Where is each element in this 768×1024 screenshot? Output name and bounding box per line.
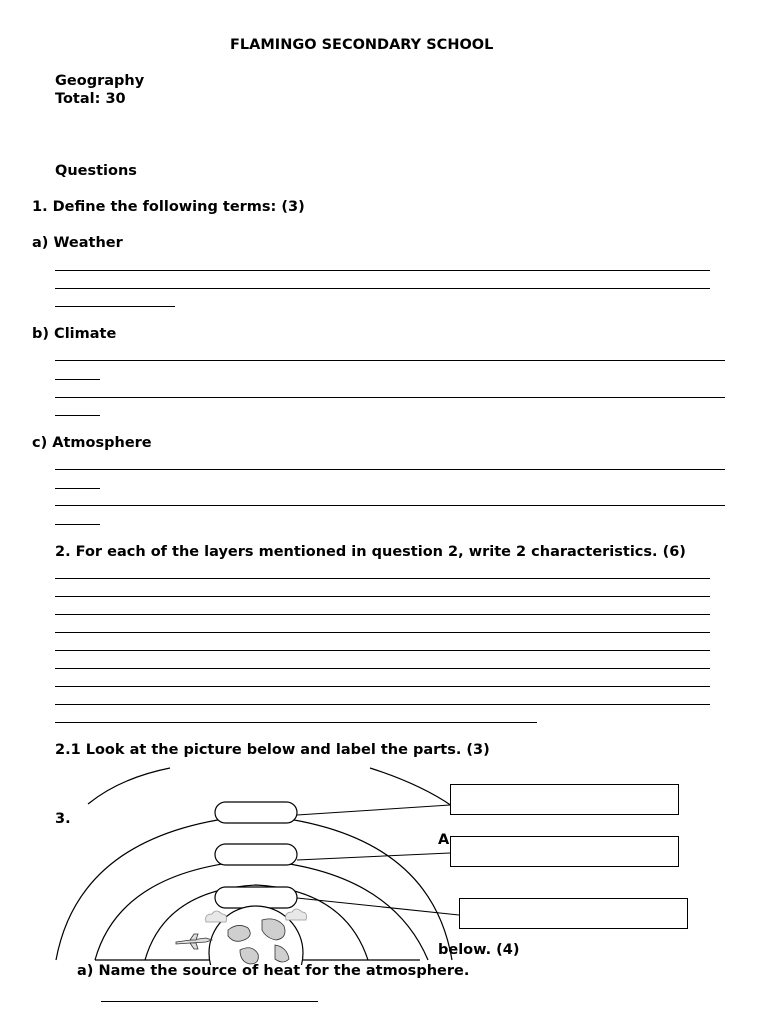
question-1b-label: b) Climate (32, 326, 117, 342)
layer-label-slot (215, 802, 297, 823)
answer-line[interactable] (55, 632, 710, 633)
answer-line[interactable] (55, 288, 710, 289)
answer-line[interactable] (55, 614, 710, 615)
answer-line[interactable] (55, 596, 710, 597)
question-3-number: 3. (55, 811, 71, 827)
answer-line[interactable] (55, 505, 725, 506)
answer-line[interactable] (55, 488, 100, 489)
question-2-1-title: 2.1 Look at the picture below and label the parts. (3) (55, 742, 490, 758)
answer-line[interactable] (55, 360, 725, 361)
subject-label: Geography (55, 73, 145, 89)
label-answer-box[interactable] (450, 784, 679, 815)
total-label: Total: 30 (55, 91, 126, 107)
airplane-icon (176, 934, 212, 949)
question-1a-label: a) Weather (32, 235, 123, 251)
question-1c-label: c) Atmosphere (32, 435, 152, 451)
question-1-title: 1. Define the following terms: (3) (32, 199, 305, 215)
answer-line[interactable] (101, 1001, 318, 1002)
answer-line[interactable] (55, 379, 100, 380)
atmosphere-layer-arc (88, 768, 170, 804)
leader-line (297, 805, 450, 815)
atmosphere-layer-arc (370, 768, 452, 806)
question-3-text-fragment-below: below. (4) (438, 942, 520, 958)
label-answer-box[interactable] (450, 836, 679, 867)
answer-line[interactable] (55, 306, 175, 307)
question-3-text-fragment: A (438, 832, 450, 848)
answer-line[interactable] (55, 397, 725, 398)
question-2-title: 2. For each of the layers mentioned in question 2, write 2 characteristics. (6) (55, 544, 686, 560)
answer-line[interactable] (55, 524, 100, 525)
question-3a-label: a) Name the source of heat for the atmosphere. (77, 963, 470, 979)
answer-line[interactable] (55, 722, 537, 723)
leader-line (297, 853, 450, 860)
cloud-icon (286, 909, 307, 920)
answer-line[interactable] (55, 415, 100, 416)
label-answer-box[interactable] (459, 898, 688, 929)
layer-label-slot (215, 844, 297, 865)
answer-line[interactable] (55, 704, 710, 705)
answer-line[interactable] (55, 578, 710, 579)
answer-line[interactable] (55, 270, 710, 271)
school-title: FLAMINGO SECONDARY SCHOOL (230, 37, 494, 53)
answer-line[interactable] (55, 469, 725, 470)
layer-label-slot (215, 887, 297, 908)
answer-line[interactable] (55, 686, 710, 687)
leader-line (297, 898, 459, 915)
cloud-icon (206, 911, 227, 922)
answer-line[interactable] (55, 650, 710, 651)
answer-line[interactable] (55, 668, 710, 669)
questions-heading: Questions (55, 163, 137, 179)
